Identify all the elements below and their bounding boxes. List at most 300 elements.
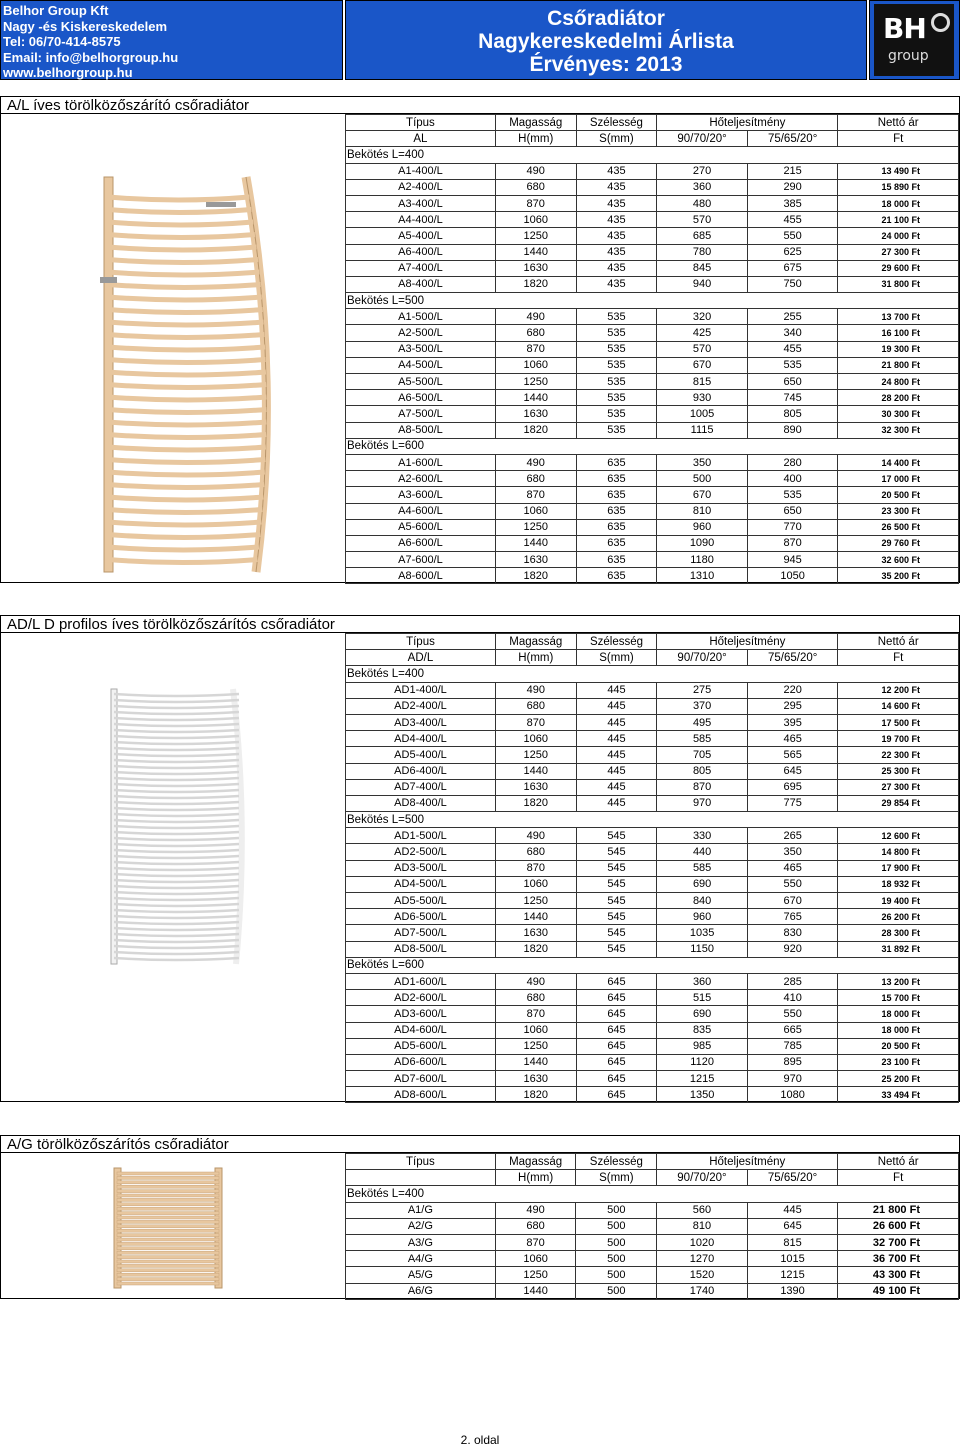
output-75-cell: 665 (747, 1022, 838, 1038)
price-cell: 24 000 Ft (838, 228, 959, 244)
output-75-cell: 410 (747, 990, 838, 1006)
company-website: www.belhorgroup.hu (3, 65, 133, 80)
width-cell: 500 (576, 1234, 657, 1250)
output-75-cell: 650 (747, 503, 838, 519)
type-cell: A1/G (346, 1202, 496, 1218)
output-75-cell: 650 (747, 374, 838, 390)
col-type-header: Típus (346, 1154, 496, 1170)
width-cell: 545 (576, 828, 657, 844)
price-cell: 33 494 Ft (838, 1087, 959, 1103)
table-row (346, 519, 959, 535)
radiator-bar (108, 410, 266, 413)
price-cell: 19 300 Ft (838, 341, 959, 357)
type-cell: AD3-400/L (346, 714, 496, 730)
table-row (346, 487, 959, 503)
output-90-cell: 805 (657, 763, 748, 779)
radiator-bar (117, 1251, 219, 1254)
price-cell: 22 300 Ft (838, 747, 959, 763)
type-cell: A3-500/L (346, 341, 496, 357)
price-cell: 13 200 Ft (838, 973, 959, 989)
output-75-cell: 890 (747, 422, 838, 438)
height-cell: 870 (495, 341, 576, 357)
table-header-row (346, 634, 959, 650)
width-cell: 545 (576, 941, 657, 957)
group-row (346, 957, 959, 973)
table-row (346, 357, 959, 373)
table-row (346, 179, 959, 195)
table-row (346, 422, 959, 438)
output-75-cell: 400 (747, 471, 838, 487)
output-75-cell: 815 (747, 1234, 838, 1250)
type-cell: A8-500/L (346, 422, 496, 438)
radiator-bar (108, 397, 266, 400)
output-75-cell: 535 (747, 357, 838, 373)
output-90-cell: 570 (657, 212, 748, 228)
output-75-cell: 265 (747, 828, 838, 844)
title-line-3: Érvényes: 2013 (529, 53, 683, 76)
type-cell: AD8-500/L (346, 941, 496, 957)
type-cell: AD6-500/L (346, 909, 496, 925)
price-cell: 19 400 Ft (838, 893, 959, 909)
radiator-bar (108, 560, 258, 563)
radiator-bar (114, 826, 239, 828)
output-75-cell: 550 (747, 228, 838, 244)
output-75-cell: 535 (747, 487, 838, 503)
height-cell: 1820 (495, 1087, 576, 1103)
connection-label: Bekötés L=600 (346, 438, 959, 454)
height-cell: 1060 (495, 1251, 576, 1267)
radiator-bar (108, 285, 261, 288)
type-cell: A5-400/L (346, 228, 496, 244)
radiator-bar (114, 844, 239, 846)
output-75-cell: 350 (747, 844, 838, 860)
output-75-cell: 645 (747, 763, 838, 779)
radiator-bar (108, 197, 249, 200)
radiator-bar (114, 718, 239, 720)
width-cell: 645 (576, 1071, 657, 1087)
width-cell: 635 (576, 454, 657, 470)
table-row (346, 535, 959, 551)
group-row (346, 1186, 959, 1202)
radiator-bar (117, 1207, 219, 1210)
radiator-bar (108, 435, 266, 438)
height-cell: 1820 (495, 941, 576, 957)
output-90-cell: 1115 (657, 422, 748, 438)
brand-logo (869, 0, 960, 80)
price-cell: 14 800 Ft (838, 844, 959, 860)
table-row (346, 828, 959, 844)
price-cell: 14 600 Ft (838, 698, 959, 714)
output-75-cell: 775 (747, 795, 838, 811)
type-cell: AD7-600/L (346, 1071, 496, 1087)
unit-output-90: 90/70/20° (657, 1170, 748, 1186)
output-90-cell: 940 (657, 276, 748, 292)
width-cell: 445 (576, 698, 657, 714)
output-90-cell: 815 (657, 374, 748, 390)
price-cell: 12 200 Ft (838, 682, 959, 698)
height-cell: 1440 (495, 390, 576, 406)
unit-price: Ft (838, 131, 959, 147)
price-cell: 43 300 Ft (838, 1267, 959, 1283)
unit-output-90: 90/70/20° (657, 650, 748, 666)
output-75-cell: 455 (747, 341, 838, 357)
table-row (346, 747, 959, 763)
output-90-cell: 870 (657, 779, 748, 795)
radiator-bar (114, 898, 239, 900)
width-cell: 500 (576, 1218, 657, 1234)
width-cell: 545 (576, 876, 657, 892)
radiator-bar (117, 1247, 219, 1250)
output-90-cell: 1150 (657, 941, 748, 957)
output-90-cell: 1005 (657, 406, 748, 422)
output-90-cell: 685 (657, 228, 748, 244)
width-cell: 535 (576, 374, 657, 390)
width-cell: 435 (576, 179, 657, 195)
type-cell: AD5-400/L (346, 747, 496, 763)
radiator-bracket (100, 277, 117, 283)
radiator-bar (114, 874, 239, 876)
height-cell: 490 (495, 828, 576, 844)
output-90-cell: 585 (657, 860, 748, 876)
table-units-row (346, 131, 959, 147)
connection-label: Bekötés L=400 (346, 666, 959, 682)
output-90-cell: 1020 (657, 1234, 748, 1250)
table-row (346, 325, 959, 341)
type-cell: A4-500/L (346, 357, 496, 373)
output-75-cell: 295 (747, 698, 838, 714)
table-row (346, 1234, 959, 1250)
width-cell: 635 (576, 535, 657, 551)
table-row (346, 1022, 959, 1038)
type-cell: A6/G (346, 1283, 496, 1299)
width-cell: 445 (576, 795, 657, 811)
table-row (346, 844, 959, 860)
table-row (346, 731, 959, 747)
height-cell: 1630 (495, 406, 576, 422)
table-row (346, 990, 959, 1006)
radiator-bar (117, 1234, 219, 1237)
col-output-header: Hőteljesítmény (657, 115, 838, 131)
width-cell: 635 (576, 487, 657, 503)
radiator-bar (108, 335, 264, 338)
height-cell: 680 (495, 179, 576, 195)
group-row (346, 812, 959, 828)
type-cell: A7-500/L (346, 406, 496, 422)
type-cell: A7-400/L (346, 260, 496, 276)
table-row (346, 341, 959, 357)
type-cell: AD8-600/L (346, 1087, 496, 1103)
output-75-cell: 675 (747, 260, 838, 276)
price-cell: 15 700 Ft (838, 990, 959, 1006)
type-cell: A8-600/L (346, 568, 496, 584)
table-row (346, 941, 959, 957)
unit-height: H(mm) (495, 131, 576, 147)
output-75-cell: 290 (747, 179, 838, 195)
radiator-bar (117, 1190, 219, 1193)
section-title: AD/L D profilos íves törölközőszárítós csőradiátor (1, 616, 959, 633)
unit-width: S(mm) (576, 1170, 657, 1186)
price-cell: 32 700 Ft (838, 1234, 959, 1250)
price-cell: 23 300 Ft (838, 503, 959, 519)
height-cell: 870 (495, 487, 576, 503)
height-cell: 870 (495, 860, 576, 876)
type-cell: AD4-500/L (346, 876, 496, 892)
width-cell: 535 (576, 357, 657, 373)
group-row (346, 666, 959, 682)
width-cell: 545 (576, 860, 657, 876)
type-cell: A6-600/L (346, 535, 496, 551)
table-row (346, 244, 959, 260)
unit-output-75: 75/65/20° (747, 650, 838, 666)
radiator-bar (108, 497, 263, 500)
price-cell: 49 100 Ft (838, 1283, 959, 1299)
radiator-image-ag (111, 1166, 231, 1291)
height-cell: 490 (495, 973, 576, 989)
table-row (346, 228, 959, 244)
height-cell: 1630 (495, 779, 576, 795)
company-phone: Tel: 06/70-414-8575 (3, 34, 121, 49)
height-cell: 490 (495, 163, 576, 179)
height-cell: 1630 (495, 260, 576, 276)
type-cell: A3-400/L (346, 195, 496, 211)
model-code-label: AD/L (346, 650, 496, 666)
type-cell: A6-400/L (346, 244, 496, 260)
company-name: Belhor Group Kft (3, 3, 109, 18)
table-row (346, 1267, 959, 1283)
price-cell: 25 300 Ft (838, 763, 959, 779)
width-cell: 500 (576, 1202, 657, 1218)
price-cell: 31 800 Ft (838, 276, 959, 292)
table-header-row (346, 1154, 959, 1170)
col-width-header: Szélesség (576, 634, 657, 650)
radiator-bar (114, 886, 239, 888)
radiator-bar (114, 946, 239, 948)
width-cell: 645 (576, 973, 657, 989)
radiator-bar (108, 447, 266, 450)
price-cell: 14 400 Ft (838, 454, 959, 470)
output-90-cell: 985 (657, 1038, 748, 1054)
radiator-bar (108, 235, 255, 238)
radiator-bar (108, 322, 264, 325)
height-cell: 680 (495, 471, 576, 487)
col-type-header: Típus (346, 115, 496, 131)
output-90-cell: 810 (657, 503, 748, 519)
height-cell: 1060 (495, 503, 576, 519)
width-cell: 435 (576, 260, 657, 276)
table-row (346, 925, 959, 941)
unit-price: Ft (838, 1170, 959, 1186)
output-90-cell: 1090 (657, 535, 748, 551)
radiator-bar (108, 260, 258, 263)
table-row (346, 212, 959, 228)
price-cell: 24 800 Ft (838, 374, 959, 390)
radiator-bar (108, 535, 260, 538)
radiator-bar (114, 838, 239, 840)
unit-price: Ft (838, 650, 959, 666)
table-row (346, 1283, 959, 1299)
col-type-header: Típus (346, 634, 496, 650)
radiator-bar (114, 736, 239, 738)
output-75-cell: 215 (747, 163, 838, 179)
connection-label: Bekötés L=400 (346, 147, 959, 163)
radiator-bar (117, 1264, 219, 1267)
width-cell: 645 (576, 1038, 657, 1054)
table-row (346, 860, 959, 876)
document-title (345, 0, 867, 80)
output-75-cell: 1050 (747, 568, 838, 584)
radiator-bar (108, 347, 265, 350)
title-line-2: Nagykereskedelmi Árlista (478, 30, 734, 53)
width-cell: 445 (576, 763, 657, 779)
connection-label: Bekötés L=400 (346, 1186, 959, 1202)
width-cell: 435 (576, 163, 657, 179)
company-info (0, 0, 343, 80)
type-cell: A2-600/L (346, 471, 496, 487)
type-cell: AD3-600/L (346, 1006, 496, 1022)
radiator-bar (117, 1194, 219, 1197)
width-cell: 435 (576, 276, 657, 292)
type-cell: A4-400/L (346, 212, 496, 228)
radiator-image-adl (101, 684, 251, 969)
radiator-bar (114, 928, 239, 930)
width-cell: 535 (576, 390, 657, 406)
height-cell: 1250 (495, 893, 576, 909)
radiator-bar (114, 766, 239, 768)
unit-output-90: 90/70/20° (657, 131, 748, 147)
price-cell: 18 000 Ft (838, 195, 959, 211)
type-cell: A3-600/L (346, 487, 496, 503)
price-table (345, 1153, 959, 1300)
price-cell: 18 000 Ft (838, 1006, 959, 1022)
height-cell: 1820 (495, 568, 576, 584)
output-75-cell: 465 (747, 731, 838, 747)
type-cell: AD2-500/L (346, 844, 496, 860)
col-output-header: Hőteljesítmény (657, 634, 838, 650)
width-cell: 545 (576, 925, 657, 941)
radiator-bar (117, 1172, 219, 1175)
radiator-bar (114, 814, 239, 816)
height-cell: 1440 (495, 1054, 576, 1070)
type-cell: AD4-400/L (346, 731, 496, 747)
radiator-bar (114, 832, 239, 834)
type-cell: A1-600/L (346, 454, 496, 470)
unit-height: H(mm) (495, 650, 576, 666)
radiator-bar (108, 310, 263, 313)
table-row (346, 390, 959, 406)
radiator-bar (108, 372, 266, 375)
output-90-cell: 500 (657, 471, 748, 487)
height-cell: 1250 (495, 519, 576, 535)
radiator-bar (114, 700, 239, 702)
radiator-bar (117, 1225, 219, 1228)
radiator-bar (117, 1229, 219, 1232)
unit-height: H(mm) (495, 1170, 576, 1186)
type-cell: A5-600/L (346, 519, 496, 535)
price-cell: 32 300 Ft (838, 422, 959, 438)
table-row (346, 454, 959, 470)
radiator-bar (117, 1203, 219, 1206)
radiator-bar (114, 742, 239, 744)
price-cell: 21 800 Ft (838, 1202, 959, 1218)
type-cell: AD2-600/L (346, 990, 496, 1006)
output-75-cell: 550 (747, 1006, 838, 1022)
type-cell: AD6-600/L (346, 1054, 496, 1070)
radiator-bar (108, 385, 266, 388)
type-cell: A6-500/L (346, 390, 496, 406)
price-cell: 20 500 Ft (838, 1038, 959, 1054)
table-row (346, 568, 959, 584)
radiator-bracket (206, 202, 236, 207)
table-units-row (346, 650, 959, 666)
title-line-1: Csőradiátor (547, 7, 665, 30)
price-cell: 12 600 Ft (838, 828, 959, 844)
type-cell: A4/G (346, 1251, 496, 1267)
output-90-cell: 270 (657, 163, 748, 179)
radiator-bar (114, 880, 239, 882)
unit-width: S(mm) (576, 650, 657, 666)
output-75-cell: 1215 (747, 1267, 838, 1283)
radiator-bar (114, 952, 239, 954)
width-cell: 535 (576, 406, 657, 422)
unit-width: S(mm) (576, 131, 657, 147)
radiator-bar (108, 485, 264, 488)
radiator-bar (117, 1220, 219, 1223)
radiator-bar (117, 1242, 219, 1245)
width-cell: 545 (576, 909, 657, 925)
table-row (346, 973, 959, 989)
table-row (346, 1071, 959, 1087)
model-code-label (346, 1170, 496, 1186)
output-75-cell: 340 (747, 325, 838, 341)
type-cell: AD1-500/L (346, 828, 496, 844)
width-cell: 500 (576, 1251, 657, 1267)
output-75-cell: 1080 (747, 1087, 838, 1103)
output-90-cell: 1520 (657, 1267, 748, 1283)
output-75-cell: 550 (747, 876, 838, 892)
height-cell: 1060 (495, 1022, 576, 1038)
radiator-bar (108, 460, 265, 463)
logo-mark: BH group (874, 4, 954, 76)
output-90-cell: 960 (657, 909, 748, 925)
price-cell: 36 700 Ft (838, 1251, 959, 1267)
table-row (346, 1054, 959, 1070)
output-75-cell: 445 (747, 1202, 838, 1218)
table-row (346, 893, 959, 909)
width-cell: 535 (576, 422, 657, 438)
output-90-cell: 440 (657, 844, 748, 860)
output-90-cell: 810 (657, 1218, 748, 1234)
radiator-bar (114, 904, 239, 906)
output-75-cell: 1390 (747, 1283, 838, 1299)
radiator-bar (114, 910, 239, 912)
width-cell: 645 (576, 1006, 657, 1022)
output-90-cell: 670 (657, 487, 748, 503)
type-cell: AD5-600/L (346, 1038, 496, 1054)
price-cell: 17 000 Ft (838, 471, 959, 487)
radiator-bar (114, 958, 239, 960)
type-cell: A8-400/L (346, 276, 496, 292)
price-cell: 19 700 Ft (838, 731, 959, 747)
output-90-cell: 845 (657, 260, 748, 276)
radiator-bar (108, 522, 261, 525)
connection-label: Bekötés L=500 (346, 293, 959, 309)
output-90-cell: 960 (657, 519, 748, 535)
width-cell: 500 (576, 1283, 657, 1299)
output-75-cell: 770 (747, 519, 838, 535)
type-cell: A7-600/L (346, 552, 496, 568)
type-cell: AD5-500/L (346, 893, 496, 909)
height-cell: 1440 (495, 763, 576, 779)
